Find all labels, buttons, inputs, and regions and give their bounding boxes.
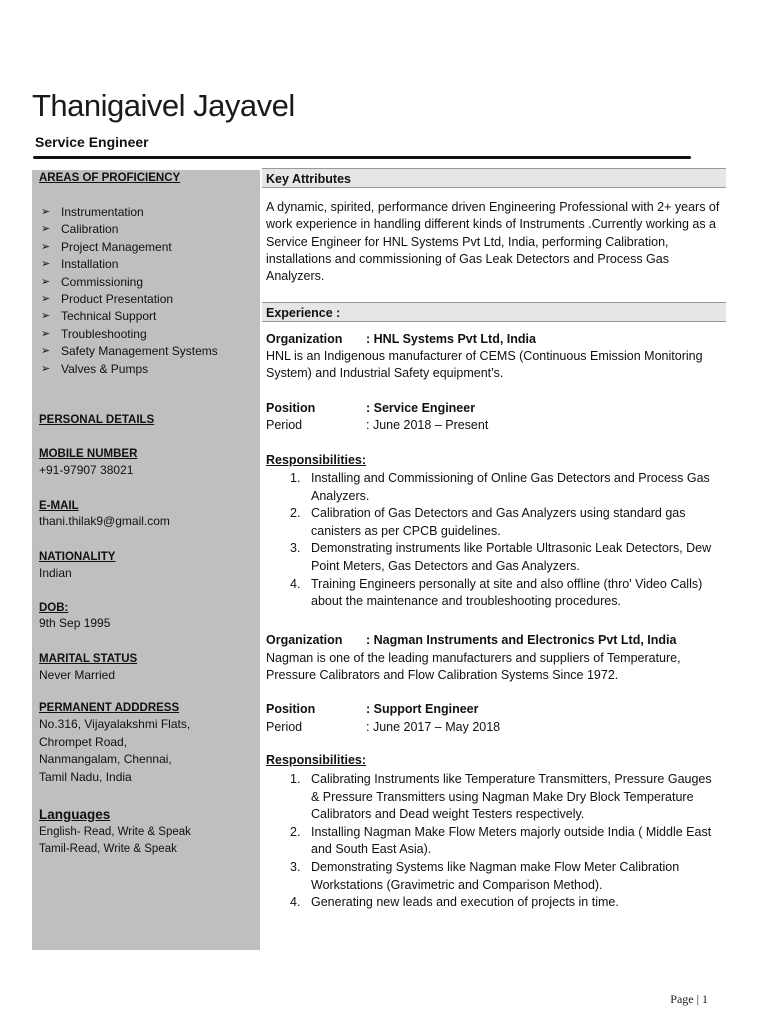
- job-period: [266, 719, 500, 736]
- personal-details-heading: PERSONAL DETAILS: [39, 414, 155, 426]
- language-item: English- Read, Write & Speak: [39, 826, 191, 838]
- responsibilities-list: [266, 771, 722, 912]
- mobile-value: +91-97907 38021: [39, 463, 134, 477]
- marital-status-label: MARITAL STATUS: [39, 653, 138, 665]
- list-item: ➢ Troubleshooting: [39, 326, 253, 343]
- list-item: ➢ Product Presentation: [39, 291, 253, 308]
- period-label: Period: [266, 418, 303, 432]
- address-line: No.316, Vijayalakshmi Flats,: [39, 717, 191, 731]
- position-value: : Support Engineer: [366, 702, 479, 716]
- org-description: Nagman is one of the leading manufacturers and suppliers of Temperature, Pressure Calibrators and Flow Calibration Systems Since 1972.: [266, 651, 681, 683]
- address-line: Tamil Nadu, India: [39, 770, 132, 784]
- list-item: 4. Training Engineers personally at site and also offline (thro' Video Calls) about the maintenance and troubleshooting procedures.: [290, 576, 703, 609]
- job-position: [266, 701, 479, 718]
- proficiency-list: [39, 204, 253, 378]
- list-item: 3. Demonstrating Systems like Nagman make Flow Meter Calibration Workstations (Gravimetric and Comparison Method).: [290, 859, 680, 892]
- period-value: : June 2017 – May 2018: [366, 720, 501, 734]
- arrow-bullet-icon: ➢: [41, 275, 51, 288]
- job-position: [266, 400, 475, 417]
- responsibilities-heading: Responsibilities:: [266, 753, 367, 767]
- sidebar: [32, 170, 260, 950]
- address-line: Nanmangalam, Chennai,: [39, 752, 172, 766]
- nationality-value: Indian: [39, 566, 72, 580]
- job-organization: [266, 331, 536, 348]
- languages-label: Languages: [39, 807, 111, 822]
- arrow-bullet-icon: ➢: [41, 258, 51, 271]
- proficiency-list-wrap: [39, 204, 253, 378]
- list-item: ➢ Calibration: [39, 221, 253, 238]
- page-number: Page | 1: [670, 992, 708, 1006]
- arrow-bullet-icon: ➢: [41, 362, 51, 375]
- key-attributes-text: A dynamic, spirited, performance driven Engineering Professional with 2+ years of work experience in handling different kinds of Instruments .Currently working as a Service Engineer for HNL Systems Pvt Ltd, India, performing Calibration, installations and commissioning of Gas Leak Detectors and Process Gas Analyzers.: [266, 200, 720, 284]
- list-item: 1. Calibrating Instruments like Temperature Transmitters, Pressure Gauges & Pressure Transmitters using Nagman Make Dry Block Temperature Calibrators and Dead weight Testers respectively.: [290, 772, 712, 822]
- arrow-bullet-icon: ➢: [41, 310, 51, 323]
- org-label: Organization: [266, 633, 343, 647]
- list-item: 4. Generating new leads and execution of projects in time.: [290, 895, 619, 910]
- org-value: : Nagman Instruments and Electronics Pvt Ltd, India: [366, 633, 677, 647]
- email-value: thani.thilak9@gmail.com: [39, 514, 170, 528]
- address-line: Chrompet Road,: [39, 735, 128, 749]
- list-item: ➢ Project Management: [39, 239, 253, 256]
- list-item: ➢ Installation: [39, 256, 253, 273]
- list-item: 2. Installing Nagman Make Flow Meters majorly outside India ( Middle East and South East Asia).: [290, 824, 712, 857]
- period-label: Period: [266, 720, 303, 734]
- email-label: E-MAIL: [39, 500, 79, 512]
- responsibilities-list: [266, 470, 722, 611]
- candidate-title: Service Engineer: [35, 134, 149, 150]
- dob-label: DOB:: [39, 602, 69, 614]
- org-label: Organization: [266, 332, 343, 346]
- position-label: Position: [266, 401, 316, 415]
- header-divider: [33, 156, 691, 159]
- list-item: ➢ Commissioning: [39, 274, 253, 291]
- arrow-bullet-icon: ➢: [41, 327, 51, 340]
- arrow-bullet-icon: ➢: [41, 345, 51, 358]
- org-value: : HNL Systems Pvt Ltd, India: [366, 332, 536, 346]
- position-label: Position: [266, 702, 316, 716]
- list-item: 2. Calibration of Gas Detectors and Gas Analyzers using standard gas canisters as per CPCB guidelines.: [290, 506, 686, 538]
- dob-value: 9th Sep 1995: [39, 616, 111, 630]
- job-period: [266, 417, 488, 434]
- org-description: HNL is an Indigenous manufacturer of CEMS (Continuous Emission Monitoring System) and Industrial Safety equipment’s.: [266, 349, 703, 381]
- arrow-bullet-icon: ➢: [41, 223, 51, 236]
- period-value: : June 2018 – Present: [366, 418, 489, 432]
- responsibilities-heading: Responsibilities:: [266, 453, 367, 467]
- arrow-bullet-icon: ➢: [41, 240, 51, 253]
- language-item: Tamil-Read, Write & Speak: [39, 843, 177, 855]
- arrow-bullet-icon: ➢: [41, 292, 51, 305]
- marital-status-value: Never Married: [39, 668, 116, 682]
- experience-heading: Experience :: [262, 302, 726, 322]
- candidate-name: Thanigaivel Jayavel: [32, 88, 295, 123]
- arrow-bullet-icon: ➢: [41, 206, 51, 218]
- mobile-label: MOBILE NUMBER: [39, 448, 138, 460]
- position-value: : Service Engineer: [366, 401, 476, 415]
- job-organization: [266, 632, 676, 649]
- list-item: ➢ Safety Management Systems: [39, 343, 253, 360]
- list-item: ➢ Instrumentation: [39, 204, 253, 221]
- list-item: 3. Demonstrating instruments like Portable Ultrasonic Leak Detectors, Dew Point Meters, Gas Detectors and Gas Analyzers.: [290, 541, 712, 573]
- list-item: 1. Installing and Commissioning of Online Gas Detectors and Process Gas Analyzers.: [290, 471, 710, 503]
- address-label: PERMANENT ADDDRESS: [39, 702, 180, 714]
- key-attributes-heading: Key Attributes: [262, 168, 726, 188]
- list-item: ➢ Technical Support: [39, 308, 253, 325]
- proficiency-heading: AREAS OF PROFICIENCY: [39, 172, 181, 184]
- list-item: ➢ Valves & Pumps: [39, 361, 253, 378]
- nationality-label: NATIONALITY: [39, 551, 116, 563]
